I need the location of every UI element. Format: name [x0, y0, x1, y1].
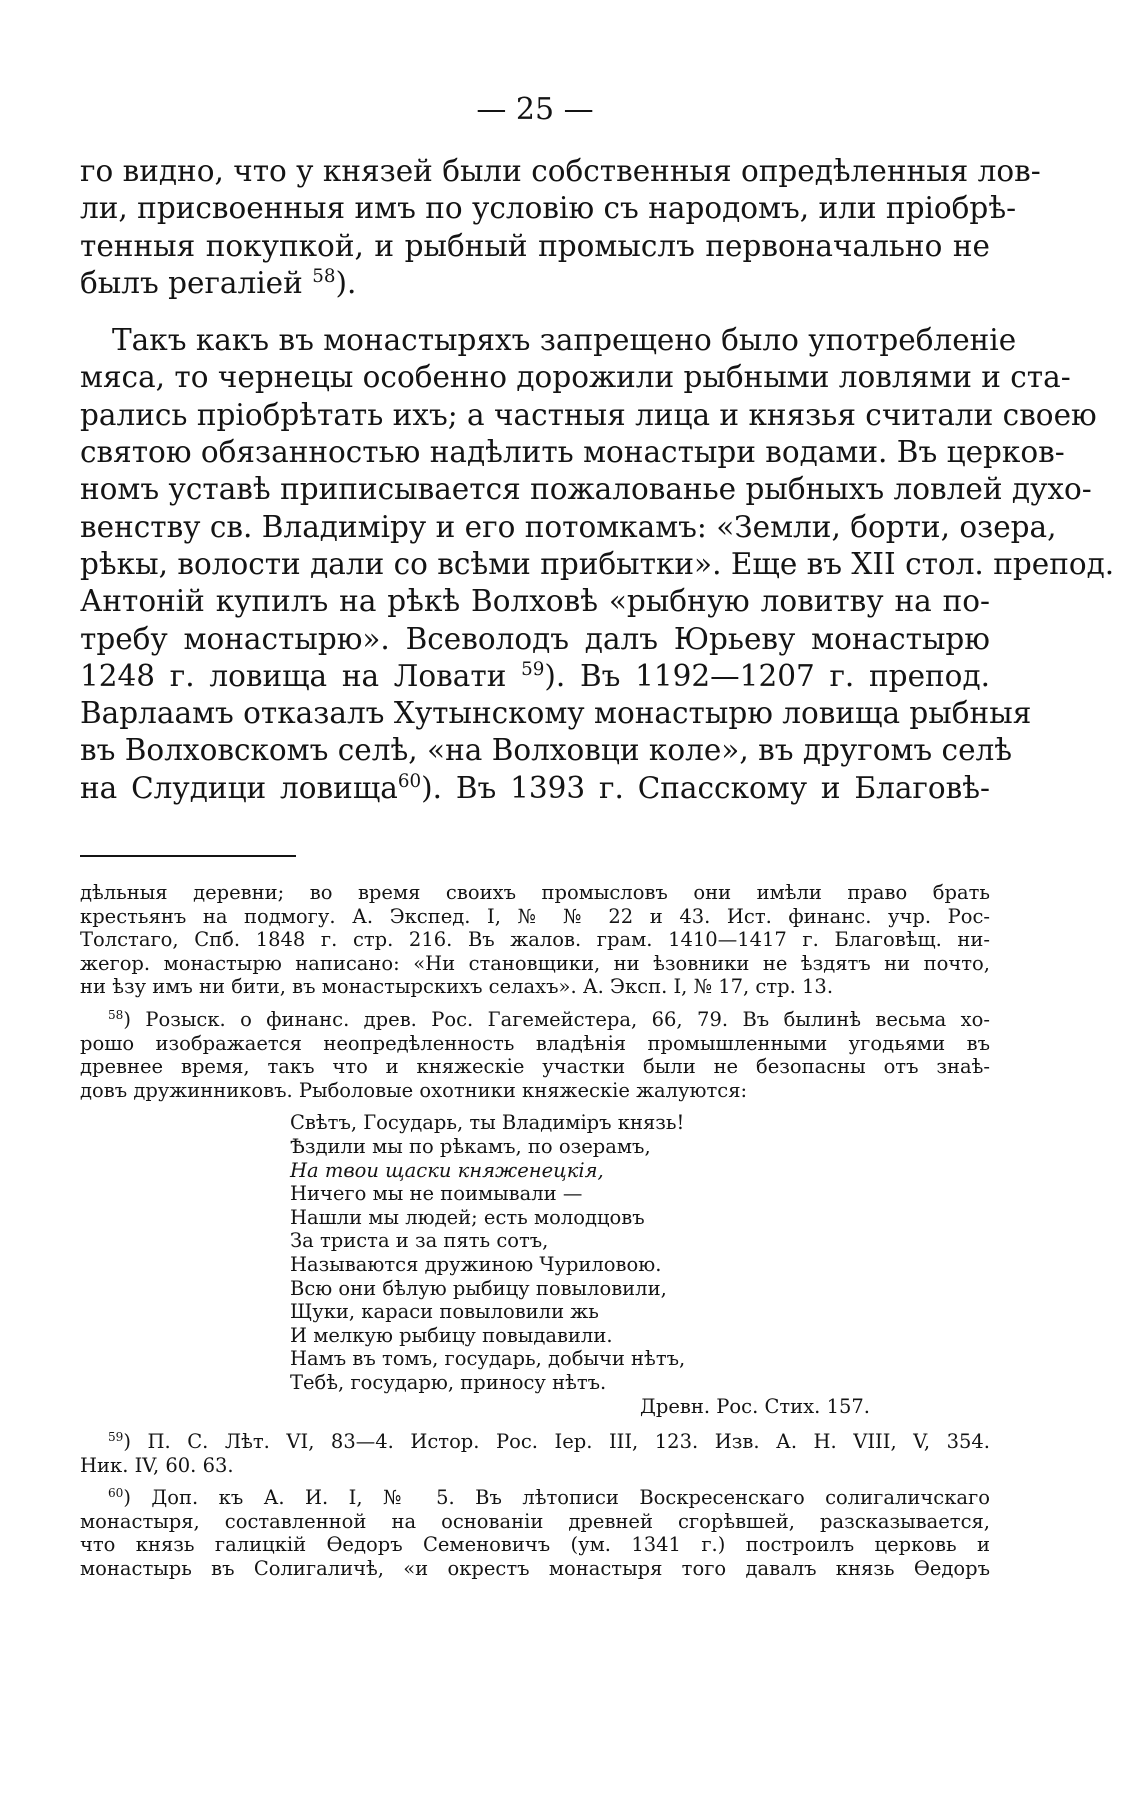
footnote-58: [80, 1008, 990, 1102]
paragraph-1: [80, 153, 1041, 302]
text-fragment: ) Розыск. о финанс. древ. Рос. Гагемейстера, 66, 79. Въ былинѣ весьма хо-: [123, 1008, 990, 1032]
text-fragment: ).: [335, 265, 357, 300]
footnote-ref: 60: [397, 770, 422, 792]
text-fragment: ). Въ 1192—1207 г. препод.: [544, 658, 990, 693]
verse-source: Древн. Рос. Стих. 157.: [640, 1394, 870, 1418]
bylina-verse: [290, 1111, 990, 1418]
footnotes: [80, 881, 990, 1581]
text-line: тенныя покупкой, и рыбный промыслъ первоначально не: [80, 228, 990, 263]
footnote-59: [80, 1430, 990, 1477]
footnote-line: ни ѣзу имъ ни бити, въ монастырскихъ селахъ». А. Эксп. I, № 17, стр. 13.: [80, 975, 834, 999]
text-line: требу монастырю». Всеволодъ далъ Юрьеву монастырю: [80, 621, 990, 656]
text-line: го видно, что у князей были собственныя опредѣленныя лов-: [80, 154, 1041, 188]
footnote-ref: 59: [521, 658, 545, 680]
footnote-line: довъ дружинниковъ. Рыболовые охотники княжескіе жалуются:: [80, 1078, 748, 1102]
main-text: [80, 153, 1115, 807]
verse-line: Всю они бѣлую рыбицу повыловили,: [290, 1276, 667, 1300]
text-line: Антоній купилъ на рѣкѣ Волховѣ «рыбную ловитву на по-: [80, 584, 990, 619]
verse-line: Щуки, караси повыловили жь: [290, 1300, 599, 1324]
footnote-line: монастыря, составленной на основаніи древней сгорѣвшей, разсказывается,: [80, 1509, 990, 1533]
footnote-line: крестьянъ на подмогу. А. Экспед. I, № № 22 и 43. Ист. финанс. учр. Рос-: [80, 904, 990, 928]
text-fragment: ). Въ 1393 г. Спасскому и Благовѣ-: [421, 770, 990, 805]
footnote-line: Ник. IV, 60. 63.: [80, 1453, 234, 1477]
verse-line: За триста и за пять сотъ,: [290, 1229, 549, 1253]
footnote-mark: 59: [108, 1429, 124, 1444]
footnote-60: [80, 1486, 990, 1580]
verse-line: Называются дружиною Чуриловою.: [290, 1252, 662, 1276]
footnote-line: рошо изображается неопредѣленность владѣнія промышленными угодьями въ: [80, 1031, 990, 1055]
footnote-mark: 60: [108, 1486, 124, 1501]
text-fragment: 1248 г. ловища на Ловати: [80, 658, 507, 693]
footnote-line: [80, 1430, 990, 1454]
footnote-line: что князь галицкій Ѳедоръ Семеновичъ (ум. 1341 г.) построилъ церковь и: [80, 1533, 990, 1557]
verse-line: Свѣтъ, Государь, ты Владиміръ князь!: [290, 1111, 685, 1135]
footnote-continued: [80, 881, 990, 999]
text-line: венству св. Владиміру и его потомкамъ: «Земли, борти, озера,: [80, 509, 1057, 544]
footnote-line: монастырь въ Солигаличѣ, «и окрестъ монастыря того давалъ князь Ѳедоръ: [80, 1557, 990, 1581]
text-line: Такъ какъ въ монастыряхъ запрещено было употребленіе: [112, 323, 1017, 358]
footnote-separator: [80, 855, 296, 857]
verse-line: На твои щаски княженецкія,: [290, 1158, 604, 1182]
text-line: номъ уставѣ приписывается пожалованье рыбныхъ ловлей духо-: [80, 472, 1092, 507]
verse-line: Ничего мы не поимывали —: [290, 1182, 583, 1206]
text-line: рѣкы, волости дали со всѣми прибытки». Еще въ XII стол. препод.: [80, 546, 1115, 581]
text-line: ли, присвоенныя имъ по условію съ народомъ, или пріобрѣ-: [80, 191, 1017, 226]
footnote-ref: 58: [312, 265, 336, 287]
footnote-line: жегор. монастырю написано: «Ни становщики, ни ѣзовники не ѣздятъ ни почто,: [80, 951, 990, 975]
footnote-line: Толстаго, Спб. 1848 г. стр. 216. Въ жалов. грам. 1410—1417 г. Благовѣщ. ни-: [80, 928, 990, 952]
text-fragment: на Слудици ловища: [80, 770, 398, 805]
text-line: въ Волховскомъ селѣ, «на Волховци коле», въ другомъ селѣ: [80, 733, 1013, 768]
footnote-line: [80, 1486, 990, 1510]
text-line: Варлаамъ отказалъ Хутынскому монастырю ловища рыбныя: [80, 696, 1032, 731]
book-page: [80, 92, 1115, 1590]
verse-line: Нашли мы людей; есть молодцовъ: [290, 1205, 645, 1229]
verse-line: Ѣздили мы по рѣкамъ, по озерамъ,: [290, 1134, 651, 1158]
text-fragment: ) Доп. къ А. И. I, № 5. Въ лѣтописи Воскресенскаго солигаличскаго: [123, 1486, 990, 1510]
footnote-mark: 58: [108, 1007, 124, 1022]
page-number: — 25 —: [476, 92, 594, 127]
verse-line: Тебѣ, государю, приносу нѣтъ.: [290, 1370, 607, 1394]
paragraph-2: [80, 322, 1115, 807]
footnote-line: дѣльныя деревни; во время своихъ промысловъ они имѣли право брать: [80, 881, 990, 905]
verse-line: И мелкую рыбицу повыдавили.: [290, 1323, 613, 1347]
text-line: мяса, то чернецы особенно дорожили рыбными ловлями и ста-: [80, 360, 1071, 395]
verse-line: Намъ въ томъ, государь, добычи нѣтъ,: [290, 1347, 686, 1371]
text-line: святою обязанностью надѣлить монастыри водами. Въ церков-: [80, 435, 1065, 470]
text-line: [80, 265, 990, 302]
text-fragment: ) П. С. Лѣт. VI, 83—4. Истор. Рос. Іер. III, 123. Изв. А. Н. VIII, V, 354.: [123, 1430, 990, 1454]
footnote-line: древнее время, такъ что и княжескіе участки были не безопасны отъ знаѣ-: [80, 1055, 990, 1079]
text-line: [80, 770, 990, 807]
footnote-line: [80, 1008, 990, 1032]
text-line: рались пріобрѣтать ихъ; а частныя лица и князья считали своею: [80, 397, 1097, 432]
text-line: [80, 658, 990, 695]
text-fragment: былъ регаліей: [80, 265, 303, 300]
